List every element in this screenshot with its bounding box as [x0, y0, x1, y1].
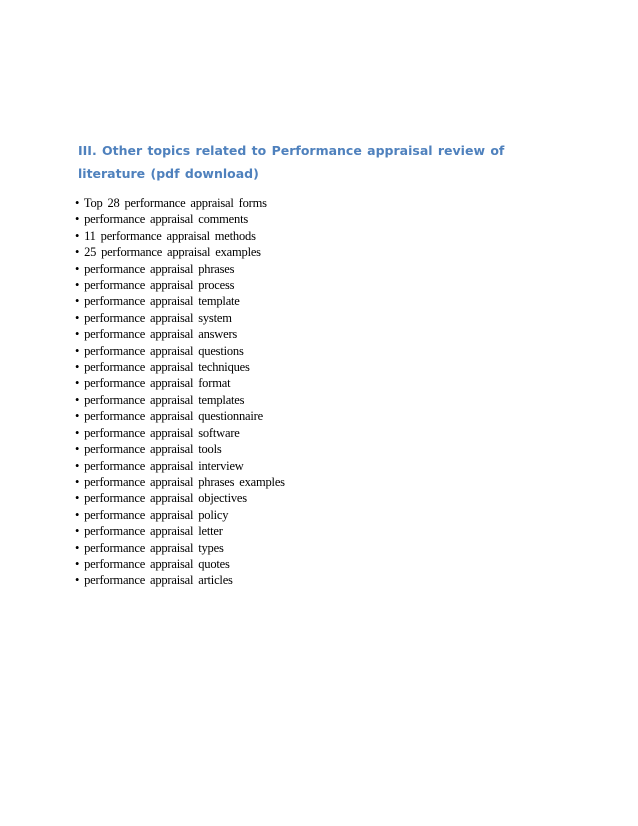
list-item: • performance appraisal questionnaire [75, 409, 263, 424]
list-item: • performance appraisal system [75, 310, 232, 325]
list-item: • 11 performance appraisal methods [75, 228, 256, 243]
list-item: • performance appraisal phrases examples [75, 474, 285, 489]
topic-list [75, 195, 285, 589]
list-item: • performance appraisal objectives [75, 491, 247, 506]
list-item: • performance appraisal letter [75, 524, 223, 539]
list-item: • performance appraisal articles [75, 573, 233, 588]
list-item: • performance appraisal answers [75, 327, 238, 342]
list-item: • performance appraisal template [75, 294, 240, 309]
list-item: • performance appraisal software [75, 425, 240, 440]
list-item: • performance appraisal format [75, 376, 231, 391]
list-item: • performance appraisal questions [75, 343, 244, 358]
list-item: • 25 performance appraisal examples [75, 245, 261, 260]
list-item: • performance appraisal templates [75, 392, 245, 407]
list-item: • performance appraisal quotes [75, 556, 230, 571]
list-item: • performance appraisal tools [75, 442, 222, 457]
list-item: • performance appraisal interview [75, 458, 244, 473]
section-heading: III. Other topics related to Performance appraisal review of literature (pdf download) [78, 143, 505, 181]
list-item: • performance appraisal phrases [75, 261, 235, 276]
list-item: • performance appraisal process [75, 278, 235, 293]
list-item: • performance appraisal policy [75, 507, 229, 522]
list-item: • performance appraisal techniques [75, 360, 250, 375]
list-item: • performance appraisal comments [75, 212, 249, 227]
list-item: • Top 28 performance appraisal forms [75, 196, 267, 210]
list-item: • performance appraisal types [75, 540, 224, 555]
